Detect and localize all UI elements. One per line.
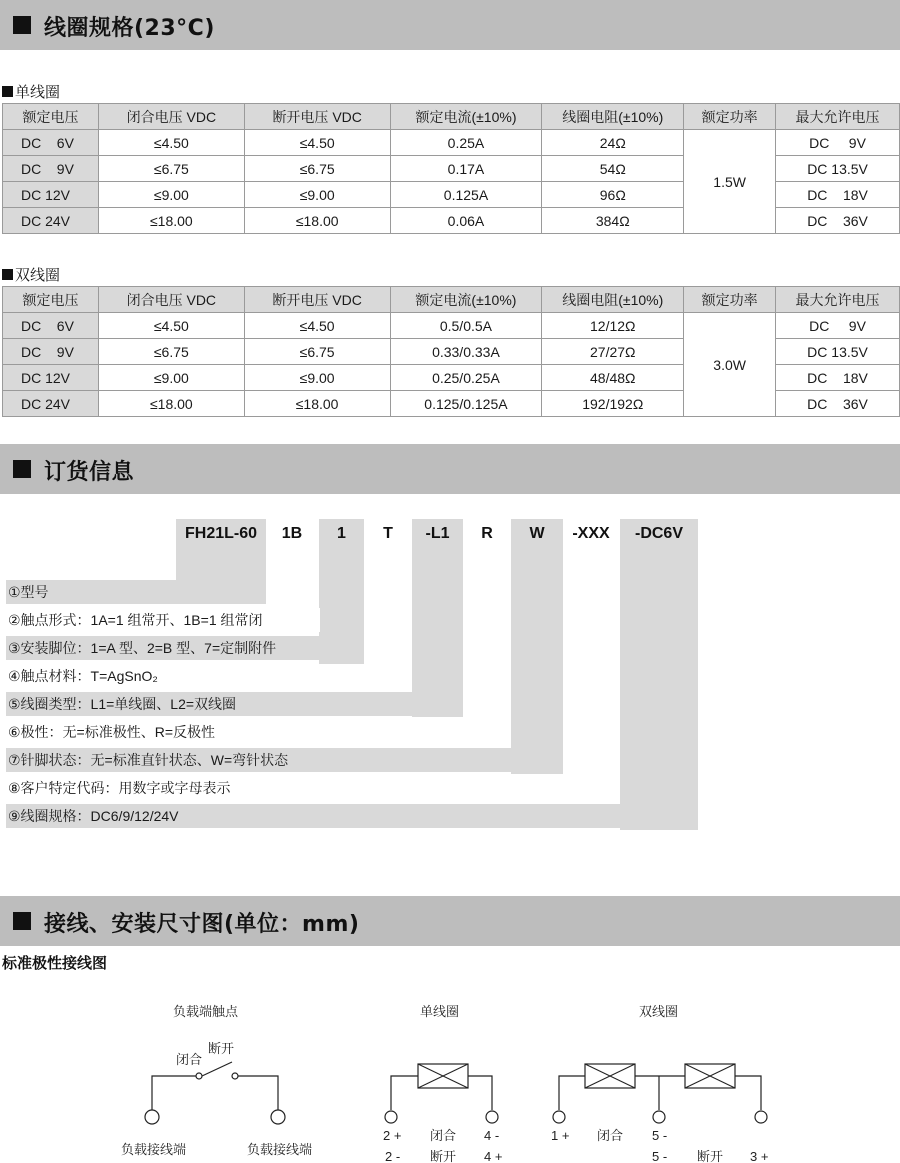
voltage-cell: DC 24V [3, 391, 99, 417]
single-coil-title: 单线圈 [420, 1005, 460, 1020]
max-voltage-cell: DC 13.5V [776, 339, 900, 365]
section-header-wiring [0, 896, 900, 946]
load-contact-title: 负载端触点 [173, 1005, 239, 1020]
closed-label: 闭合 [176, 1053, 203, 1068]
code-polarity: R [481, 525, 493, 542]
current-cell: 0.5/0.5A [390, 313, 542, 339]
header-cell: 额定电流(±10%) [390, 287, 542, 313]
pin-label: 5 - [652, 1128, 668, 1143]
square-bullet-icon [2, 86, 13, 97]
double-coil-diagram [551, 1004, 768, 1163]
open-voltage-cell: ≤18.00 [244, 391, 390, 417]
voltage-cell: DC 6V [3, 130, 99, 156]
header-cell: 最大允许电压 [776, 287, 900, 313]
table-row [3, 313, 900, 339]
code-mounting: 1 [319, 519, 364, 549]
voltage-cell: DC 24V [3, 208, 99, 234]
resistance-cell: 27/27Ω [542, 339, 684, 365]
switch-blade [202, 1062, 232, 1076]
close-voltage-cell: ≤18.00 [98, 391, 244, 417]
terminal-circle [653, 1111, 665, 1123]
terminal-circle [145, 1110, 159, 1124]
close-voltage-cell: ≤6.75 [98, 156, 244, 182]
voltage-cell: DC 12V [3, 182, 99, 208]
header-cell: 额定电压 [3, 287, 99, 313]
option-row: ⑤线圈类型：L1=单线圈、L2=双线圈 [6, 692, 463, 716]
pin-label: 5 - [652, 1149, 668, 1163]
max-voltage-cell: DC 18V [776, 365, 900, 391]
wire [391, 1076, 418, 1110]
option-row: ⑦针脚状态：无=标准直针状态、W=弯针状态 [6, 748, 563, 772]
current-cell: 0.125/0.125A [390, 391, 542, 417]
code-coil-spec: -DC6V [620, 519, 698, 549]
option-row: ⑨线圈规格：DC6/9/12/24V [6, 804, 698, 828]
pin-label: 4 - [484, 1128, 500, 1143]
terminal-circle [486, 1111, 498, 1123]
option-row: ⑥极性：无=标准极性、R=反极性 [6, 720, 511, 744]
section-square-icon [13, 460, 31, 478]
close-voltage-cell: ≤18.00 [98, 208, 244, 234]
contact-point [232, 1073, 238, 1079]
max-voltage-cell: DC 36V [776, 391, 900, 417]
single-coil-label: 单线圈 [2, 81, 60, 102]
max-voltage-cell: DC 18V [776, 182, 900, 208]
header-cell: 额定电压 [3, 104, 99, 130]
terminal-circle [271, 1110, 285, 1124]
section-header-coil-spec [0, 0, 900, 50]
pin-label: 2 - [385, 1149, 401, 1163]
open-voltage-cell: ≤6.75 [244, 339, 390, 365]
closed-label: 闭合 [430, 1129, 457, 1144]
header-cell: 额定功率 [684, 287, 776, 313]
terminal-circle [755, 1111, 767, 1123]
section-square-icon [13, 912, 31, 930]
open-voltage-cell: ≤9.00 [244, 365, 390, 391]
section-title: 订货信息 [44, 460, 135, 485]
single-coil-table [2, 103, 900, 234]
header-cell: 断开电压 VDC [244, 104, 390, 130]
open-voltage-cell: ≤6.75 [244, 156, 390, 182]
voltage-cell: DC 6V [3, 313, 99, 339]
close-voltage-cell: ≤6.75 [98, 339, 244, 365]
code-pin-state: W [511, 519, 563, 549]
code-connector-bar [176, 549, 266, 580]
option-row: ②触点形式：1A=1 组常开、1B=1 组常闭 [6, 608, 320, 632]
code-material: T [383, 525, 393, 542]
section-title: 线圈规格(23°C) [44, 16, 215, 41]
pin-label: 1 + [551, 1128, 570, 1143]
max-voltage-cell: DC 36V [776, 208, 900, 234]
wire [735, 1076, 761, 1110]
resistance-cell: 24Ω [542, 130, 684, 156]
table-header-row [3, 104, 900, 130]
open-label: 断开 [208, 1042, 235, 1057]
wire [238, 1076, 278, 1110]
section-header-ordering [0, 444, 900, 494]
section-square-icon [13, 16, 31, 34]
load-contact-diagram [121, 1004, 312, 1158]
voltage-cell: DC 9V [3, 339, 99, 365]
current-cell: 0.25/0.25A [390, 365, 542, 391]
wire [152, 1076, 196, 1110]
code-customer: -XXX [572, 525, 610, 542]
code-connector-bar [511, 549, 563, 774]
close-voltage-cell: ≤9.00 [98, 365, 244, 391]
resistance-cell: 384Ω [542, 208, 684, 234]
closed-label: 闭合 [597, 1129, 624, 1144]
pin-label: 3 + [750, 1149, 769, 1163]
double-coil-table [2, 286, 900, 417]
wiring-diagram [0, 990, 900, 1163]
voltage-cell: DC 9V [3, 156, 99, 182]
resistance-cell: 192/192Ω [542, 391, 684, 417]
power-cell: 3.0W [684, 313, 776, 417]
header-cell: 额定功率 [684, 104, 776, 130]
header-cell: 额定电流(±10%) [390, 104, 542, 130]
resistance-cell: 54Ω [542, 156, 684, 182]
header-cell: 最大允许电压 [776, 104, 900, 130]
current-cell: 0.17A [390, 156, 542, 182]
wiring-diagram-heading: 标准极性接线图 [2, 955, 108, 972]
load-terminal-left: 负载接线端 [121, 1143, 187, 1158]
wire [559, 1076, 585, 1110]
close-voltage-cell: ≤4.50 [98, 130, 244, 156]
max-voltage-cell: DC 9V [776, 130, 900, 156]
current-cell: 0.125A [390, 182, 542, 208]
pin-label: 2 + [383, 1128, 402, 1143]
max-voltage-cell: DC 9V [776, 313, 900, 339]
code-contact-form: 1B [281, 525, 303, 542]
table-row [3, 130, 900, 156]
option-row: ④触点材料：T=AgSnO₂ [6, 664, 412, 688]
max-voltage-cell: DC 13.5V [776, 156, 900, 182]
resistance-cell: 12/12Ω [542, 313, 684, 339]
header-cell: 闭合电压 VDC [98, 287, 244, 313]
voltage-cell: DC 12V [3, 365, 99, 391]
header-cell: 线圈电阻(±10%) [542, 287, 684, 313]
square-bullet-icon [2, 269, 13, 280]
header-cell: 线圈电阻(±10%) [542, 104, 684, 130]
contact-point [196, 1073, 202, 1079]
power-cell: 1.5W [684, 130, 776, 234]
single-coil-diagram [383, 1004, 502, 1163]
open-voltage-cell: ≤18.00 [244, 208, 390, 234]
pin-label: 4 + [484, 1149, 503, 1163]
open-voltage-cell: ≤9.00 [244, 182, 390, 208]
section-title: 接线、安装尺寸图(单位：mm) [44, 912, 360, 937]
terminal-circle [553, 1111, 565, 1123]
current-cell: 0.25A [390, 130, 542, 156]
close-voltage-cell: ≤4.50 [98, 313, 244, 339]
code-model: FH21L-60 [176, 519, 266, 549]
code-connector-bar [620, 549, 698, 830]
option-row: ⑧客户特定代码：用数字或字母表示 [6, 776, 620, 800]
option-row: ③安装脚位：1=A 型、2=B 型、7=定制附件 [6, 636, 364, 660]
wire [468, 1076, 492, 1110]
current-cell: 0.06A [390, 208, 542, 234]
header-cell: 闭合电压 VDC [98, 104, 244, 130]
resistance-cell: 48/48Ω [542, 365, 684, 391]
header-cell: 断开电压 VDC [244, 287, 390, 313]
resistance-cell: 96Ω [542, 182, 684, 208]
double-coil-title: 双线圈 [639, 1005, 679, 1020]
code-coil-type: -L1 [412, 519, 463, 549]
double-coil-label: 双线圈 [2, 264, 60, 285]
load-terminal-right: 负载接线端 [247, 1143, 313, 1158]
current-cell: 0.33/0.33A [390, 339, 542, 365]
table-header-row [3, 287, 900, 313]
option-row: ①型号 [6, 580, 266, 604]
open-voltage-cell: ≤4.50 [244, 313, 390, 339]
open-label: 断开 [697, 1150, 724, 1163]
close-voltage-cell: ≤9.00 [98, 182, 244, 208]
terminal-circle [385, 1111, 397, 1123]
open-label: 断开 [430, 1150, 457, 1163]
open-voltage-cell: ≤4.50 [244, 130, 390, 156]
